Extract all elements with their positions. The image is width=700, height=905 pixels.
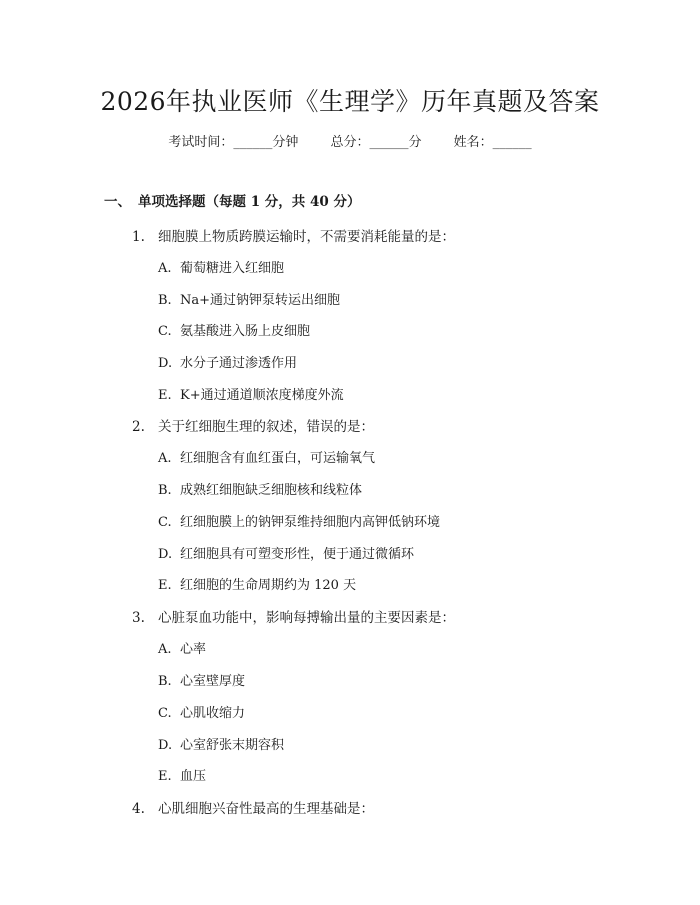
question-number: 4. bbox=[132, 801, 145, 817]
option-letter: D. bbox=[158, 547, 173, 562]
question-2-option-a bbox=[158, 447, 375, 466]
question-1-option-a bbox=[158, 257, 284, 276]
option-letter: A. bbox=[158, 642, 172, 657]
option-text: 水分子通过渗透作用 bbox=[180, 356, 298, 371]
option-text: 红细胞的生命周期约为 120 天 bbox=[180, 578, 357, 593]
question-2-option-b bbox=[158, 479, 362, 498]
question-text: 细胞膜上物质跨膜运输时，不需要消耗能量的是： bbox=[158, 229, 455, 245]
option-text: 心室舒张末期容积 bbox=[180, 738, 285, 753]
question-3-option-e bbox=[158, 765, 206, 784]
question-2-option-d bbox=[158, 543, 414, 562]
option-text: 氨基酸进入肠上皮细胞 bbox=[180, 324, 311, 339]
student-name-field: 姓名：______ bbox=[453, 135, 532, 150]
option-text: 红细胞具有可塑变形性，便于通过微循环 bbox=[180, 547, 415, 562]
question-1-stem bbox=[132, 225, 455, 245]
option-text: 红细胞含有血红蛋白，可运输氧气 bbox=[180, 451, 376, 466]
option-letter: A. bbox=[158, 451, 172, 466]
option-text: 心室壁厚度 bbox=[180, 674, 246, 689]
section-title: 单项选择题（每题 1 分，共 40 分） bbox=[138, 194, 361, 210]
question-2-option-e bbox=[158, 574, 356, 593]
question-4-stem bbox=[132, 797, 374, 817]
question-2-stem bbox=[132, 415, 374, 435]
option-text: Na+通过钠钾泵转运出细胞 bbox=[180, 293, 341, 308]
exam-time-field: 考试时间：______分钟 bbox=[168, 135, 299, 150]
question-1-option-c bbox=[158, 320, 310, 339]
option-letter: B. bbox=[158, 674, 172, 689]
option-letter: A. bbox=[158, 261, 172, 276]
option-text: 血压 bbox=[180, 769, 207, 784]
option-letter: C. bbox=[158, 706, 172, 721]
option-text: 红细胞膜上的钠钾泵维持细胞内高钾低钠环境 bbox=[180, 515, 441, 530]
question-number: 3. bbox=[132, 610, 145, 626]
question-3-option-b bbox=[158, 670, 245, 689]
question-3-stem bbox=[132, 606, 455, 626]
option-text: 成熟红细胞缺乏细胞核和线粒体 bbox=[180, 483, 363, 498]
option-text: 心率 bbox=[180, 642, 207, 657]
option-text: K+通过通道顺浓度梯度外流 bbox=[180, 388, 344, 403]
question-text: 心脏泵血功能中，影响每搏输出量的主要因素是： bbox=[158, 610, 455, 626]
option-letter: E. bbox=[158, 388, 172, 403]
question-number: 2. bbox=[132, 419, 145, 435]
option-letter: E. bbox=[158, 769, 172, 784]
question-number: 1. bbox=[132, 229, 145, 245]
option-letter: D. bbox=[158, 738, 173, 753]
option-letter: B. bbox=[158, 483, 172, 498]
page-title: 2026年执业医师《生理学》历年真题及答案 bbox=[100, 87, 600, 116]
option-letter: C. bbox=[158, 515, 172, 530]
option-letter: D. bbox=[158, 356, 173, 371]
total-score-field: 总分：______分 bbox=[330, 135, 422, 150]
question-1-option-e bbox=[158, 384, 344, 403]
option-letter: C. bbox=[158, 324, 172, 339]
question-3-option-a bbox=[158, 638, 206, 657]
question-1-option-b bbox=[158, 289, 340, 308]
option-text: 葡萄糖进入红细胞 bbox=[180, 261, 285, 276]
exam-meta bbox=[0, 131, 700, 150]
section-heading bbox=[104, 190, 360, 210]
option-letter: B. bbox=[158, 293, 172, 308]
section-number: 一、 bbox=[104, 194, 131, 210]
question-1-option-d bbox=[158, 352, 297, 371]
question-text: 关于红细胞生理的叙述，错误的是： bbox=[158, 419, 374, 435]
question-3-option-c bbox=[158, 702, 245, 721]
question-2-option-c bbox=[158, 511, 440, 530]
option-text: 心肌收缩力 bbox=[180, 706, 246, 721]
question-text: 心肌细胞兴奋性最高的生理基础是： bbox=[158, 801, 374, 817]
question-3-option-d bbox=[158, 734, 284, 753]
option-letter: E. bbox=[158, 578, 172, 593]
